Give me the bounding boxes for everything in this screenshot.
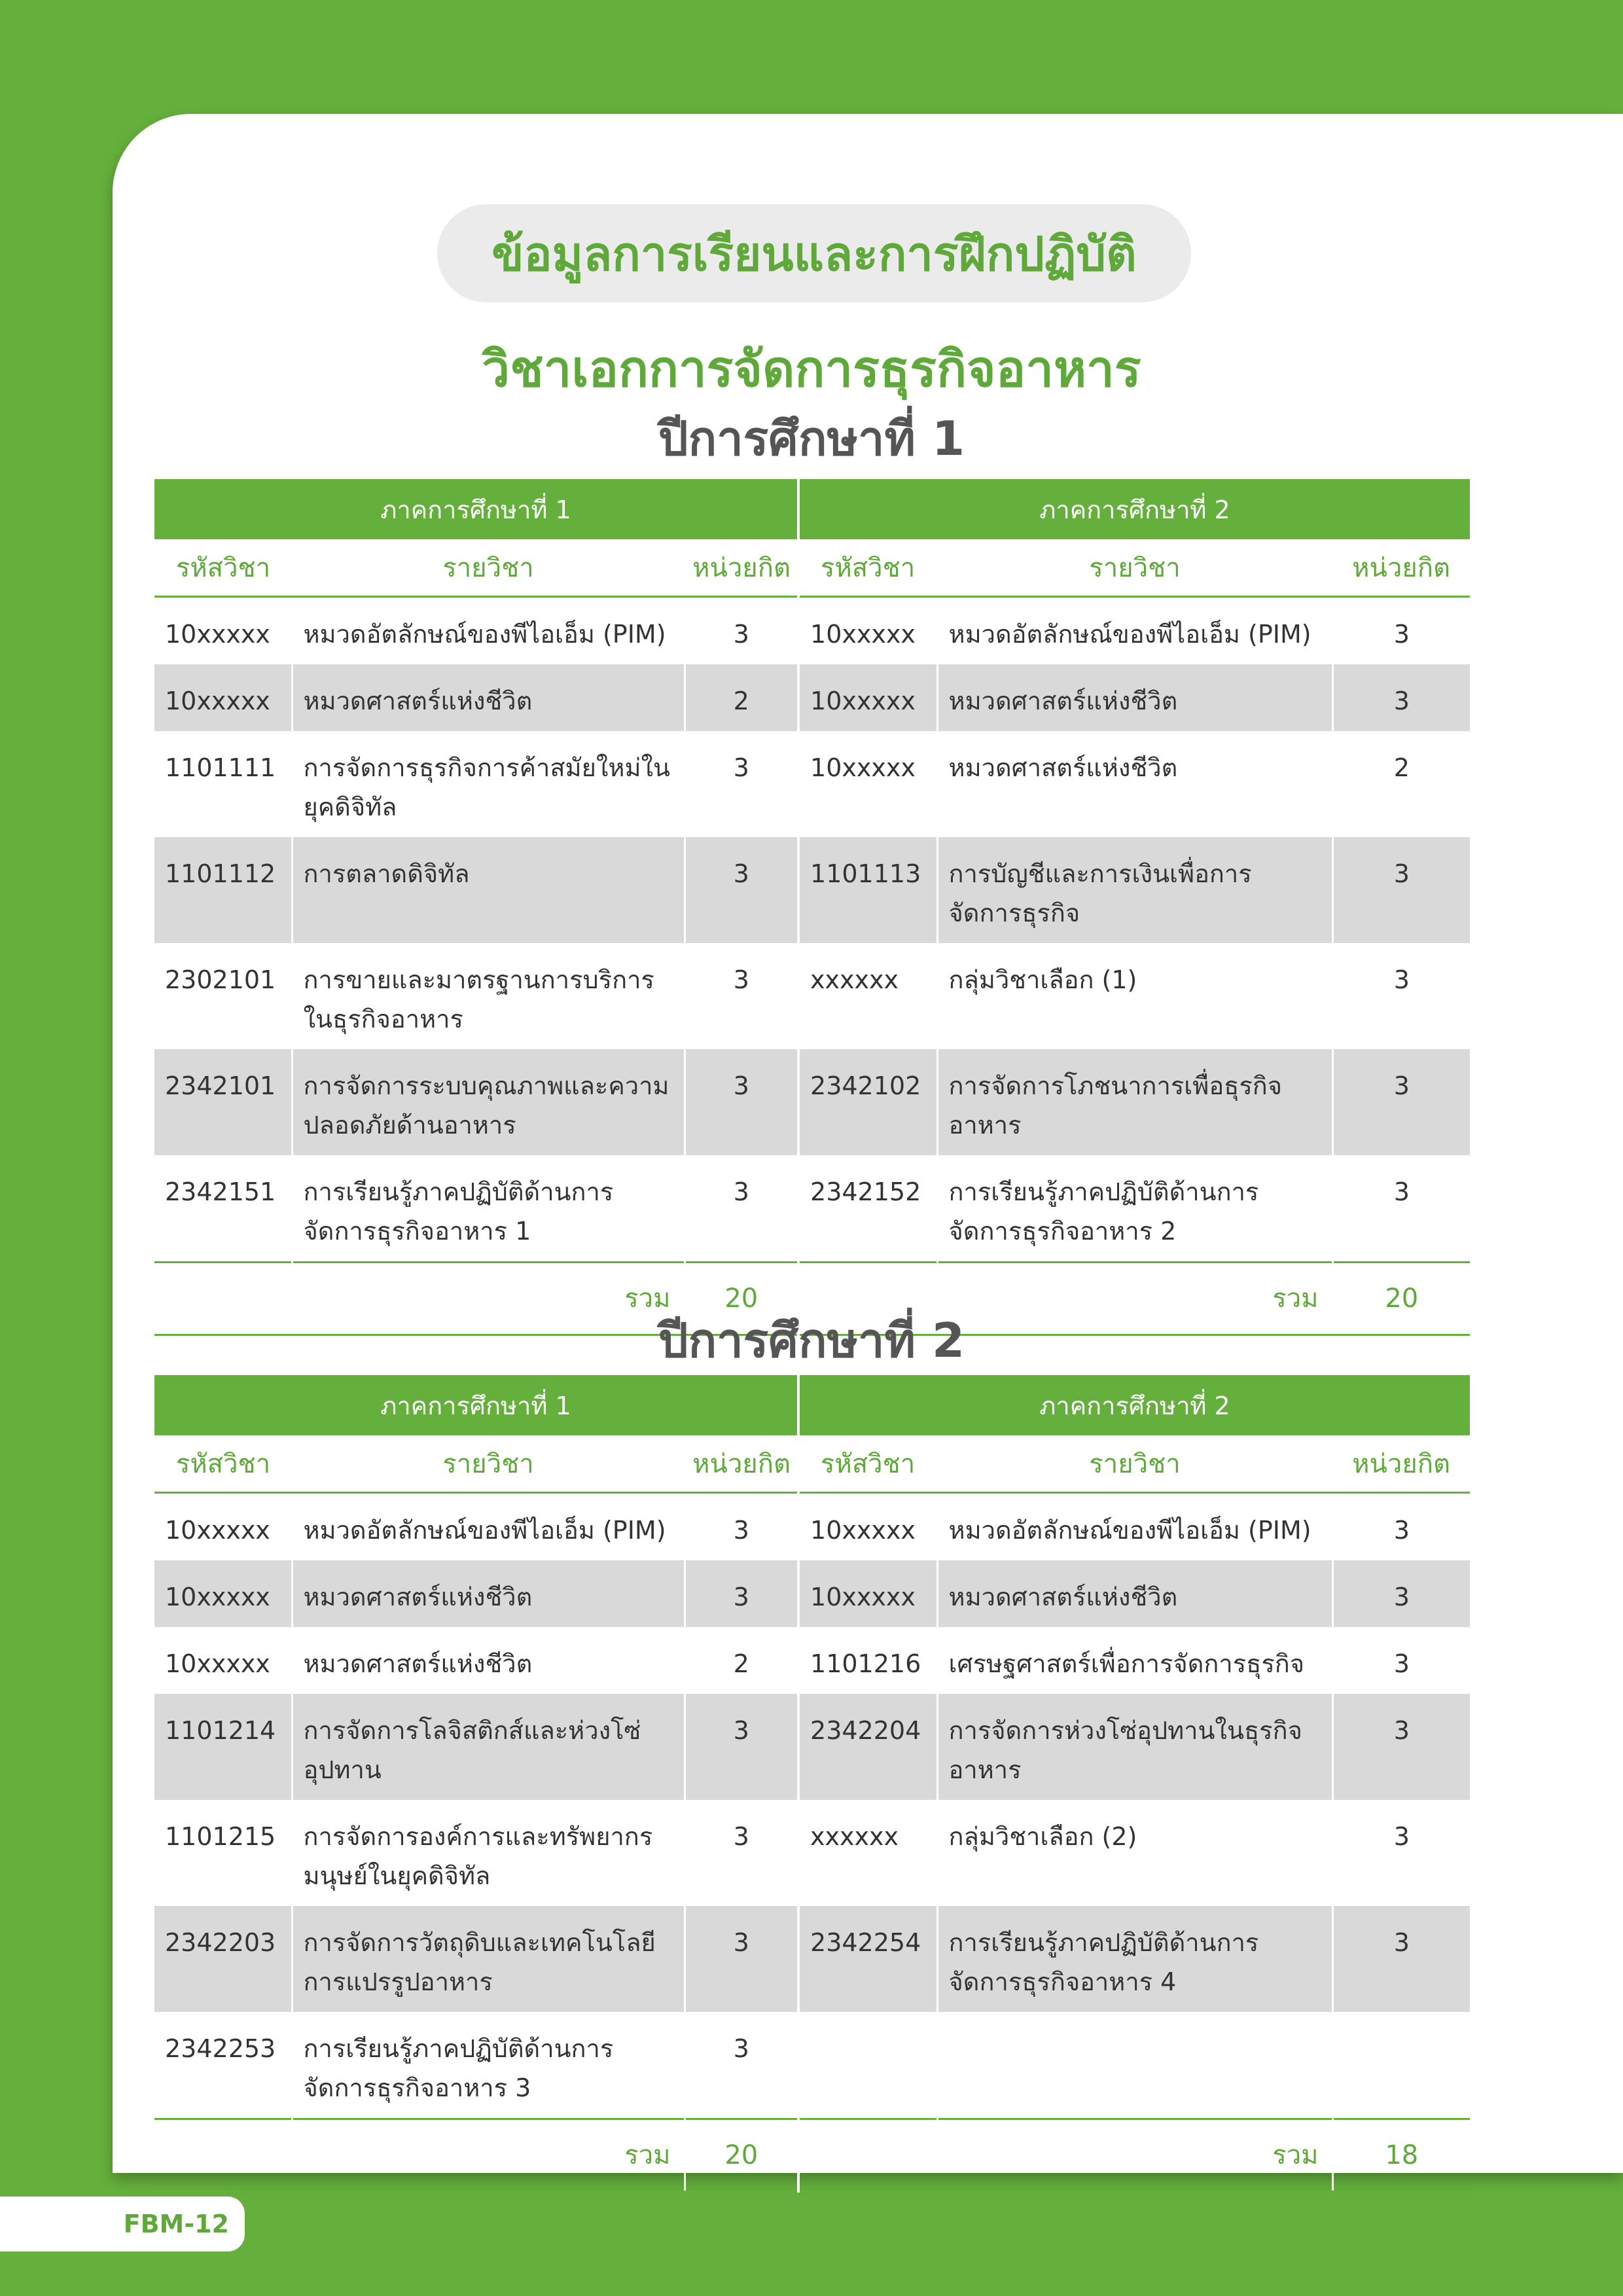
column-header-name: รายวิชา <box>292 539 685 597</box>
course-credits: 3 <box>1332 1560 1470 1627</box>
course-credits: 3 <box>1393 1177 1410 1206</box>
page-number-badge: FBM-12 <box>0 2197 245 2251</box>
column-header-name: รายวิชา <box>937 1435 1332 1493</box>
year1-semester2-total: 20 <box>1332 1263 1470 1335</box>
table-row <box>154 1560 1470 1627</box>
course-name: การจัดการธุรกิจการค้าสมัยใหม่ในยุคดิจิทัล <box>292 731 685 837</box>
year2-semester1-total-label: รวม <box>154 2119 685 2192</box>
column-header-name: รายวิชา <box>937 539 1332 597</box>
course-credits: 3 <box>685 1906 798 2012</box>
course-name: การจัดการโภชนาการเพื่อธุรกิจอาหาร <box>937 1049 1332 1155</box>
course-credits: 3 <box>1393 1516 1410 1545</box>
course-credits <box>1332 2012 1470 2119</box>
year2-title: ปีการศึกษาที่ 2 <box>658 1313 965 1368</box>
course-name: การจัดการโลจิสติกส์และห่วงโซ่อุปทาน <box>292 1694 685 1800</box>
column-header-credits: หน่วยกิต <box>685 539 798 597</box>
course-name: หมวดอัตลักษณ์ของพีไอเอ็ม (PIM) <box>937 1493 1332 1561</box>
major-title: วิชาเอกการจัดการธุรกิจอาหาร <box>482 340 1141 398</box>
course-credits: 3 <box>1393 965 1410 994</box>
column-header-credits: หน่วยกิต <box>1332 1435 1470 1493</box>
table-row <box>154 1627 1470 1694</box>
course-code: 2342152 <box>798 1155 937 1263</box>
table-row <box>154 1493 1470 1561</box>
course-name: การเรียนรู้ภาคปฏิบัติด้านการจัดการธุรกิจอาหาร 3 <box>292 2012 685 2119</box>
column-header-code: รหัสวิชา <box>154 1435 292 1493</box>
course-credits: 3 <box>685 597 798 665</box>
course-code: 10xxxxx <box>154 597 292 665</box>
course-name: หมวดศาสตร์แห่งชีวิต <box>937 1560 1332 1627</box>
year1-semester1-total: 20 <box>685 1263 798 1335</box>
course-code: 2302101 <box>154 943 292 1049</box>
course-code: 2342204 <box>798 1694 937 1800</box>
course-name: หมวดศาสตร์แห่งชีวิต <box>292 1627 685 1694</box>
course-code: 1101113 <box>798 837 937 943</box>
course-code <box>798 2012 937 2119</box>
course-credits: 3 <box>1332 1906 1470 2012</box>
course-credits: 3 <box>1393 1822 1410 1851</box>
section-heading: ข้อมูลการเรียนและการฝึกปฏิบัติ <box>437 204 1191 302</box>
year2-curriculum-table <box>154 1375 1470 2193</box>
course-credits: 3 <box>685 1560 798 1627</box>
course-name: การเรียนรู้ภาคปฏิบัติด้านการจัดการธุรกิจอาหาร 4 <box>937 1906 1332 2012</box>
course-code: xxxxxx <box>798 1800 937 1906</box>
course-credits: 3 <box>1393 1649 1410 1678</box>
course-credits: 3 <box>1332 837 1470 943</box>
course-credits: 3 <box>685 943 798 1049</box>
course-name: หมวดศาสตร์แห่งชีวิต <box>292 664 685 731</box>
course-code: 2342151 <box>154 1155 292 1263</box>
course-code: 10xxxxx <box>154 664 292 731</box>
year1-semester2-total-label: รวม <box>798 1263 1332 1335</box>
course-name: หมวดอัตลักษณ์ของพีไอเอ็ม (PIM) <box>292 597 685 665</box>
table-row <box>154 1906 1470 2012</box>
course-name: หมวดอัตลักษณ์ของพีไอเอ็ม (PIM) <box>292 1493 685 1561</box>
year2-semester1-total: 20 <box>685 2119 798 2192</box>
course-credits: 3 <box>685 837 798 943</box>
course-code: 10xxxxx <box>798 597 937 665</box>
course-name: การบัญชีและการเงินเพื่อการจัดการธุรกิจ <box>937 837 1332 943</box>
column-header-code: รหัสวิชา <box>154 539 292 597</box>
course-name: หมวดอัตลักษณ์ของพีไอเอ็ม (PIM) <box>937 597 1332 665</box>
course-name: หมวดศาสตร์แห่งชีวิต <box>937 664 1332 731</box>
year1-semester1-header: ภาคการศึกษาที่ 1 <box>154 479 798 539</box>
course-code: 10xxxxx <box>154 1493 292 1561</box>
course-name: การจัดการระบบคุณภาพและความปลอดภัยด้านอาหาร <box>292 1049 685 1155</box>
year2-semester1-header: ภาคการศึกษาที่ 1 <box>154 1375 798 1435</box>
course-code: 10xxxxx <box>154 1627 292 1694</box>
course-code: 10xxxxx <box>798 1493 937 1561</box>
course-code: 1101112 <box>154 837 292 943</box>
course-code: 2342102 <box>798 1049 937 1155</box>
course-credits: 3 <box>685 1694 798 1800</box>
course-code: 1101215 <box>154 1800 292 1906</box>
course-credits: 3 <box>685 2012 798 2119</box>
table-row <box>154 1694 1470 1800</box>
course-name: เศรษฐศาสตร์เพื่อการจัดการธุรกิจ <box>937 1627 1332 1694</box>
course-name: หมวดศาสตร์แห่งชีวิต <box>292 1560 685 1627</box>
course-code: 1101216 <box>798 1627 937 1694</box>
table-row <box>154 2012 1470 2119</box>
course-credits: 3 <box>685 1049 798 1155</box>
course-credits: 3 <box>1332 1694 1470 1800</box>
column-header-credits: หน่วยกิต <box>1332 539 1470 597</box>
table-row <box>154 1049 1470 1155</box>
course-name: การเรียนรู้ภาคปฏิบัติด้านการจัดการธุรกิจอาหาร 2 <box>937 1155 1332 1263</box>
year1-curriculum-table <box>154 479 1470 1336</box>
course-credits: 2 <box>685 664 798 731</box>
course-code: 2342253 <box>154 2012 292 2119</box>
table-row <box>154 664 1470 731</box>
course-credits: 3 <box>1332 664 1470 731</box>
course-name: การจัดการองค์การและทรัพยากรมนุษย์ในยุคดิจิทัล <box>292 1800 685 1906</box>
year1-semester2-header: ภาคการศึกษาที่ 2 <box>798 479 1470 539</box>
course-code: 2342254 <box>798 1906 937 2012</box>
course-code: 10xxxxx <box>798 731 937 837</box>
course-name: หมวดศาสตร์แห่งชีวิต <box>937 731 1332 837</box>
column-header-credits: หน่วยกิต <box>685 1435 798 1493</box>
column-header-name: รายวิชา <box>292 1435 685 1493</box>
course-credits: 3 <box>1393 620 1410 649</box>
year2-semester2-total-label: รวม <box>798 2119 1332 2192</box>
course-name: การจัดการวัตถุดิบและเทคโนโลยีการแปรรูปอาหาร <box>292 1906 685 2012</box>
course-code: 10xxxxx <box>154 1560 292 1627</box>
course-code: 2342203 <box>154 1906 292 2012</box>
course-name: กลุ่มวิชาเลือก (1) <box>937 943 1332 1049</box>
course-name: การจัดการห่วงโซ่อุปทานในธุรกิจอาหาร <box>937 1694 1332 1800</box>
course-name: กลุ่มวิชาเลือก (2) <box>937 1800 1332 1906</box>
year2-semester2-total: 18 <box>1332 2119 1470 2192</box>
table-row <box>154 837 1470 943</box>
course-credits: 3 <box>685 1493 798 1561</box>
table-row <box>154 943 1470 1049</box>
table-row <box>154 597 1470 665</box>
table-row <box>154 1800 1470 1906</box>
course-name: การเรียนรู้ภาคปฏิบัติด้านการจัดการธุรกิจอาหาร 1 <box>292 1155 685 1263</box>
course-code: 10xxxxx <box>798 1560 937 1627</box>
course-credits: 3 <box>685 1155 798 1263</box>
table-row <box>154 1155 1470 1263</box>
course-credits: 3 <box>685 1800 798 1906</box>
course-credits: 2 <box>1393 753 1410 782</box>
column-header-code: รหัสวิชา <box>798 1435 937 1493</box>
course-code: 1101111 <box>154 731 292 837</box>
course-code: 10xxxxx <box>798 664 937 731</box>
course-code: xxxxxx <box>798 943 937 1049</box>
course-credits: 3 <box>1332 1049 1470 1155</box>
year1-title: ปีการศึกษาที่ 1 <box>658 411 965 466</box>
course-name: การตลาดดิจิทัล <box>292 837 685 943</box>
course-code: 1101214 <box>154 1694 292 1800</box>
year2-semester2-header: ภาคการศึกษาที่ 2 <box>798 1375 1470 1435</box>
course-credits: 2 <box>685 1627 798 1694</box>
course-name <box>937 2012 1332 2119</box>
course-code: 2342101 <box>154 1049 292 1155</box>
column-header-code: รหัสวิชา <box>798 539 937 597</box>
table-row <box>154 731 1470 837</box>
year1-semester1-total-label: รวม <box>154 1263 685 1335</box>
course-credits: 3 <box>685 731 798 837</box>
course-name: การขายและมาตรฐานการบริการในธุรกิจอาหาร <box>292 943 685 1049</box>
